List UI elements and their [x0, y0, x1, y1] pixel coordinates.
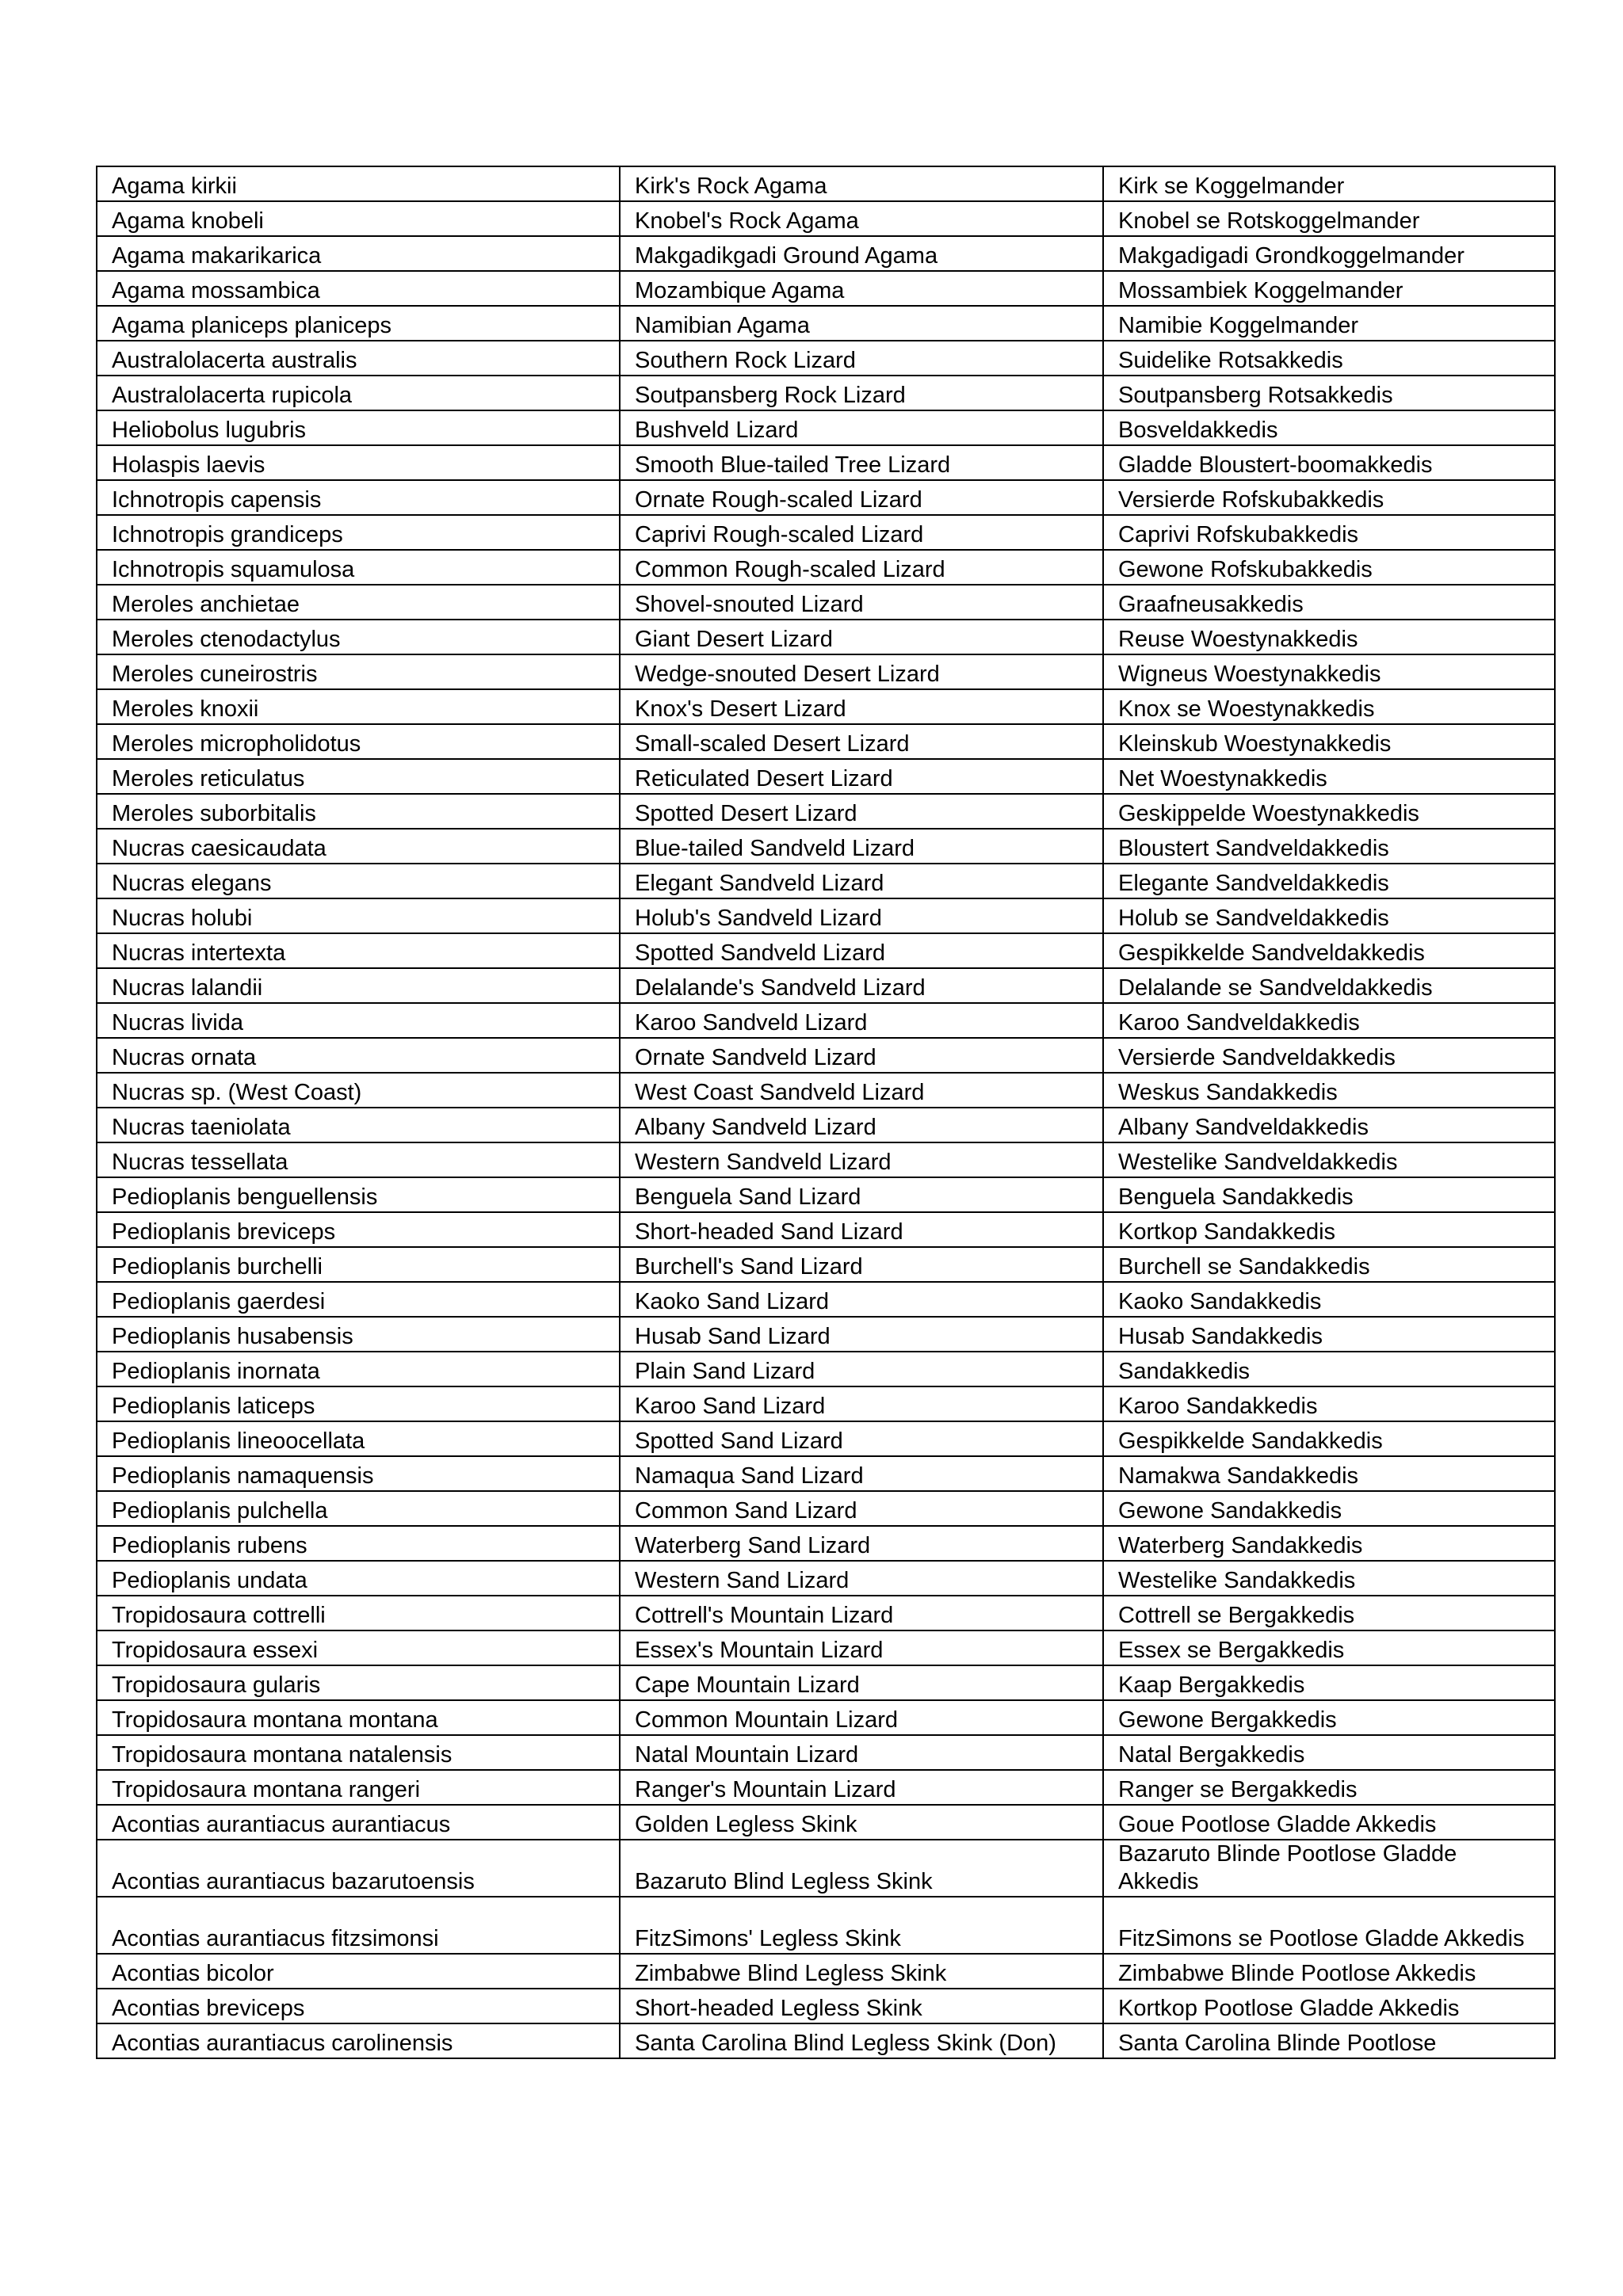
afrikaans-name-cell: Kortkop Sandakkedis — [1103, 1212, 1555, 1247]
scientific-name-cell: Tropidosaura cottrelli — [97, 1596, 620, 1630]
scientific-name-cell: Nucras sp. (West Coast) — [97, 1073, 620, 1108]
english-name-cell: Bushveld Lizard — [620, 410, 1103, 445]
scientific-name-cell: Tropidosaura montana natalensis — [97, 1735, 620, 1770]
scientific-name-cell: Meroles anchietae — [97, 585, 620, 620]
english-name-cell: Ranger's Mountain Lizard — [620, 1770, 1103, 1805]
table-row — [97, 1954, 1555, 1989]
table-row — [97, 654, 1555, 689]
english-name-cell: Kaoko Sand Lizard — [620, 1282, 1103, 1317]
scientific-name-cell: Meroles knoxii — [97, 689, 620, 724]
english-name-cell: Short-headed Sand Lizard — [620, 1212, 1103, 1247]
table-row — [97, 1317, 1555, 1352]
english-name-cell: Cape Mountain Lizard — [620, 1665, 1103, 1700]
afrikaans-name-cell: Geskippelde Woestynakkedis — [1103, 794, 1555, 829]
scientific-name-cell: Pedioplanis rubens — [97, 1526, 620, 1561]
table-row — [97, 166, 1555, 201]
english-name-cell: West Coast Sandveld Lizard — [620, 1073, 1103, 1108]
afrikaans-name-cell: Versierde Rofskubakkedis — [1103, 480, 1555, 515]
table-body — [97, 166, 1555, 2058]
table-row — [97, 1491, 1555, 1526]
scientific-name-cell: Pedioplanis undata — [97, 1561, 620, 1596]
scientific-name-cell: Pedioplanis pulchella — [97, 1491, 620, 1526]
table-row — [97, 1897, 1555, 1954]
english-name-cell: Western Sand Lizard — [620, 1561, 1103, 1596]
table-row — [97, 1665, 1555, 1700]
table-row — [97, 1735, 1555, 1770]
afrikaans-name-cell: Bloustert Sandveldakkedis — [1103, 829, 1555, 864]
english-name-cell: Western Sandveld Lizard — [620, 1142, 1103, 1177]
table-row — [97, 515, 1555, 550]
table-row — [97, 550, 1555, 585]
english-name-cell: Common Rough-scaled Lizard — [620, 550, 1103, 585]
species-name-table — [96, 166, 1554, 2059]
english-name-cell: Elegant Sandveld Lizard — [620, 864, 1103, 898]
english-name-cell: Karoo Sand Lizard — [620, 1386, 1103, 1421]
afrikaans-name-cell: Caprivi Rofskubakkedis — [1103, 515, 1555, 550]
english-name-cell: Bazaruto Blind Legless Skink — [620, 1840, 1103, 1897]
scientific-name-cell: Tropidosaura montana rangeri — [97, 1770, 620, 1805]
scientific-name-cell: Nucras caesicaudata — [97, 829, 620, 864]
table-row — [97, 829, 1555, 864]
scientific-name-cell: Australolacerta australis — [97, 341, 620, 376]
afrikaans-name-cell: Delalande se Sandveldakkedis — [1103, 968, 1555, 1003]
english-name-cell: Karoo Sandveld Lizard — [620, 1003, 1103, 1038]
afrikaans-name-cell: Wigneus Woestynakkedis — [1103, 654, 1555, 689]
table-row — [97, 1421, 1555, 1456]
table-row — [97, 1561, 1555, 1596]
afrikaans-name-cell: Gewone Rofskubakkedis — [1103, 550, 1555, 585]
afrikaans-name-cell: Gewone Sandakkedis — [1103, 1491, 1555, 1526]
english-name-cell: Smooth Blue-tailed Tree Lizard — [620, 445, 1103, 480]
scientific-name-cell: Nucras lalandii — [97, 968, 620, 1003]
table-row — [97, 1630, 1555, 1665]
english-name-cell: Caprivi Rough-scaled Lizard — [620, 515, 1103, 550]
afrikaans-name-cell: Karoo Sandakkedis — [1103, 1386, 1555, 1421]
scientific-name-cell: Agama kirkii — [97, 166, 620, 201]
english-name-cell: Namibian Agama — [620, 306, 1103, 341]
table-row — [97, 376, 1555, 410]
english-name-cell: Short-headed Legless Skink — [620, 1989, 1103, 2023]
afrikaans-name-cell: Versierde Sandveldakkedis — [1103, 1038, 1555, 1073]
afrikaans-name-cell: Westelike Sandveldakkedis — [1103, 1142, 1555, 1177]
table-row — [97, 585, 1555, 620]
scientific-name-cell: Tropidosaura gularis — [97, 1665, 620, 1700]
afrikaans-name-cell: Kaoko Sandakkedis — [1103, 1282, 1555, 1317]
scientific-name-cell: Acontias aurantiacus carolinensis — [97, 2023, 620, 2058]
table-row — [97, 1805, 1555, 1840]
english-name-cell: FitzSimons' Legless Skink — [620, 1897, 1103, 1954]
table-row — [97, 1282, 1555, 1317]
afrikaans-name-cell: Albany Sandveldakkedis — [1103, 1108, 1555, 1142]
scientific-name-cell: Ichnotropis squamulosa — [97, 550, 620, 585]
table-row — [97, 1596, 1555, 1630]
scientific-name-cell: Pedioplanis laticeps — [97, 1386, 620, 1421]
table-row — [97, 1003, 1555, 1038]
species-table — [96, 166, 1556, 2059]
english-name-cell: Benguela Sand Lizard — [620, 1177, 1103, 1212]
afrikaans-name-cell: Makgadigadi Grondkoggelmander — [1103, 236, 1555, 271]
table-row — [97, 1212, 1555, 1247]
english-name-cell: Husab Sand Lizard — [620, 1317, 1103, 1352]
table-row — [97, 1526, 1555, 1561]
afrikaans-name-cell: FitzSimons se Pootlose Gladde Akkedis — [1103, 1897, 1555, 1954]
scientific-name-cell: Meroles micropholidotus — [97, 724, 620, 759]
english-name-cell: Spotted Sandveld Lizard — [620, 933, 1103, 968]
scientific-name-cell: Acontias breviceps — [97, 1989, 620, 2023]
english-name-cell: Makgadikgadi Ground Agama — [620, 236, 1103, 271]
table-row — [97, 1073, 1555, 1108]
table-row — [97, 759, 1555, 794]
english-name-cell: Knobel's Rock Agama — [620, 201, 1103, 236]
table-row — [97, 1456, 1555, 1491]
english-name-cell: Wedge-snouted Desert Lizard — [620, 654, 1103, 689]
table-row — [97, 1840, 1555, 1897]
table-row — [97, 306, 1555, 341]
afrikaans-name-cell: Namibie Koggelmander — [1103, 306, 1555, 341]
afrikaans-name-cell: Gespikkelde Sandakkedis — [1103, 1421, 1555, 1456]
english-name-cell: Reticulated Desert Lizard — [620, 759, 1103, 794]
table-row — [97, 445, 1555, 480]
table-row — [97, 1177, 1555, 1212]
afrikaans-name-cell: Suidelike Rotsakkedis — [1103, 341, 1555, 376]
english-name-cell: Soutpansberg Rock Lizard — [620, 376, 1103, 410]
scientific-name-cell: Ichnotropis grandiceps — [97, 515, 620, 550]
english-name-cell: Common Sand Lizard — [620, 1491, 1103, 1526]
afrikaans-name-cell: Kirk se Koggelmander — [1103, 166, 1555, 201]
afrikaans-name-cell: Reuse Woestynakkedis — [1103, 620, 1555, 654]
scientific-name-cell: Pedioplanis husabensis — [97, 1317, 620, 1352]
english-name-cell: Waterberg Sand Lizard — [620, 1526, 1103, 1561]
scientific-name-cell: Acontias aurantiacus aurantiacus — [97, 1805, 620, 1840]
english-name-cell: Burchell's Sand Lizard — [620, 1247, 1103, 1282]
table-row — [97, 968, 1555, 1003]
scientific-name-cell: Pedioplanis benguellensis — [97, 1177, 620, 1212]
table-row — [97, 1386, 1555, 1421]
afrikaans-name-cell: Net Woestynakkedis — [1103, 759, 1555, 794]
table-row — [97, 410, 1555, 445]
table-row — [97, 689, 1555, 724]
table-row — [97, 236, 1555, 271]
afrikaans-name-cell: Kortkop Pootlose Gladde Akkedis — [1103, 1989, 1555, 2023]
afrikaans-name-cell: Gewone Bergakkedis — [1103, 1700, 1555, 1735]
afrikaans-name-cell: Namakwa Sandakkedis — [1103, 1456, 1555, 1491]
afrikaans-name-cell: Gespikkelde Sandveldakkedis — [1103, 933, 1555, 968]
table-row — [97, 201, 1555, 236]
afrikaans-name-cell: Waterberg Sandakkedis — [1103, 1526, 1555, 1561]
table-row — [97, 2023, 1555, 2058]
afrikaans-name-cell: Karoo Sandveldakkedis — [1103, 1003, 1555, 1038]
english-name-cell: Common Mountain Lizard — [620, 1700, 1103, 1735]
table-row — [97, 341, 1555, 376]
scientific-name-cell: Meroles ctenodactylus — [97, 620, 620, 654]
scientific-name-cell: Tropidosaura essexi — [97, 1630, 620, 1665]
scientific-name-cell: Meroles cuneirostris — [97, 654, 620, 689]
afrikaans-name-cell: Gladde Bloustert-boomakkedis — [1103, 445, 1555, 480]
scientific-name-cell: Pedioplanis gaerdesi — [97, 1282, 620, 1317]
afrikaans-name-cell: Bosveldakkedis — [1103, 410, 1555, 445]
english-name-cell: Golden Legless Skink — [620, 1805, 1103, 1840]
english-name-cell: Blue-tailed Sandveld Lizard — [620, 829, 1103, 864]
table-row — [97, 1989, 1555, 2023]
scientific-name-cell: Pedioplanis burchelli — [97, 1247, 620, 1282]
scientific-name-cell: Nucras intertexta — [97, 933, 620, 968]
scientific-name-cell: Heliobolus lugubris — [97, 410, 620, 445]
english-name-cell: Plain Sand Lizard — [620, 1352, 1103, 1386]
afrikaans-name-cell: Knobel se Rotskoggelmander — [1103, 201, 1555, 236]
table-row — [97, 794, 1555, 829]
english-name-cell: Southern Rock Lizard — [620, 341, 1103, 376]
scientific-name-cell: Acontias aurantiacus fitzsimonsi — [97, 1897, 620, 1954]
english-name-cell: Shovel-snouted Lizard — [620, 585, 1103, 620]
scientific-name-cell: Meroles suborbitalis — [97, 794, 620, 829]
afrikaans-name-cell: Kleinskub Woestynakkedis — [1103, 724, 1555, 759]
afrikaans-name-cell: Burchell se Sandakkedis — [1103, 1247, 1555, 1282]
table-row — [97, 480, 1555, 515]
table-row — [97, 933, 1555, 968]
english-name-cell: Knox's Desert Lizard — [620, 689, 1103, 724]
english-name-cell: Albany Sandveld Lizard — [620, 1108, 1103, 1142]
table-row — [97, 724, 1555, 759]
english-name-cell: Spotted Desert Lizard — [620, 794, 1103, 829]
afrikaans-name-cell: Soutpansberg Rotsakkedis — [1103, 376, 1555, 410]
scientific-name-cell: Agama makarikarica — [97, 236, 620, 271]
table-row — [97, 1352, 1555, 1386]
table-row — [97, 271, 1555, 306]
scientific-name-cell: Nucras elegans — [97, 864, 620, 898]
scientific-name-cell: Nucras livida — [97, 1003, 620, 1038]
english-name-cell: Spotted Sand Lizard — [620, 1421, 1103, 1456]
afrikaans-name-cell: Graafneusakkedis — [1103, 585, 1555, 620]
scientific-name-cell: Tropidosaura montana montana — [97, 1700, 620, 1735]
english-name-cell: Ornate Sandveld Lizard — [620, 1038, 1103, 1073]
english-name-cell: Delalande's Sandveld Lizard — [620, 968, 1103, 1003]
scientific-name-cell: Acontias bicolor — [97, 1954, 620, 1989]
english-name-cell: Giant Desert Lizard — [620, 620, 1103, 654]
afrikaans-name-cell: Sandakkedis — [1103, 1352, 1555, 1386]
scientific-name-cell: Australolacerta rupicola — [97, 376, 620, 410]
afrikaans-name-cell: Weskus Sandakkedis — [1103, 1073, 1555, 1108]
scientific-name-cell: Ichnotropis capensis — [97, 480, 620, 515]
scientific-name-cell: Agama planiceps planiceps — [97, 306, 620, 341]
english-name-cell: Ornate Rough-scaled Lizard — [620, 480, 1103, 515]
afrikaans-name-cell: Elegante Sandveldakkedis — [1103, 864, 1555, 898]
afrikaans-name-cell: Ranger se Bergakkedis — [1103, 1770, 1555, 1805]
english-name-cell: Mozambique Agama — [620, 271, 1103, 306]
afrikaans-name-cell: Mossambiek Koggelmander — [1103, 271, 1555, 306]
scientific-name-cell: Pedioplanis lineoocellata — [97, 1421, 620, 1456]
english-name-cell: Natal Mountain Lizard — [620, 1735, 1103, 1770]
scientific-name-cell: Agama knobeli — [97, 201, 620, 236]
table-row — [97, 1700, 1555, 1735]
english-name-cell: Santa Carolina Blind Legless Skink (Don) — [620, 2023, 1103, 2058]
scientific-name-cell: Holaspis laevis — [97, 445, 620, 480]
scientific-name-cell: Agama mossambica — [97, 271, 620, 306]
scientific-name-cell: Nucras ornata — [97, 1038, 620, 1073]
scientific-name-cell: Nucras holubi — [97, 898, 620, 933]
scientific-name-cell: Nucras taeniolata — [97, 1108, 620, 1142]
afrikaans-name-cell: Santa Carolina Blinde Pootlose — [1103, 2023, 1555, 2058]
english-name-cell: Kirk's Rock Agama — [620, 166, 1103, 201]
scientific-name-cell: Acontias aurantiacus bazarutoensis — [97, 1840, 620, 1897]
table-row — [97, 1108, 1555, 1142]
afrikaans-name-cell: Westelike Sandakkedis — [1103, 1561, 1555, 1596]
english-name-cell: Small-scaled Desert Lizard — [620, 724, 1103, 759]
table-row — [97, 1770, 1555, 1805]
afrikaans-name-cell: Essex se Bergakkedis — [1103, 1630, 1555, 1665]
scientific-name-cell: Pedioplanis inornata — [97, 1352, 620, 1386]
english-name-cell: Holub's Sandveld Lizard — [620, 898, 1103, 933]
afrikaans-name-cell: Natal Bergakkedis — [1103, 1735, 1555, 1770]
scientific-name-cell: Pedioplanis breviceps — [97, 1212, 620, 1247]
table-row — [97, 620, 1555, 654]
scientific-name-cell: Pedioplanis namaquensis — [97, 1456, 620, 1491]
afrikaans-name-cell: Husab Sandakkedis — [1103, 1317, 1555, 1352]
table-row — [97, 1247, 1555, 1282]
english-name-cell: Cottrell's Mountain Lizard — [620, 1596, 1103, 1630]
afrikaans-name-cell: Kaap Bergakkedis — [1103, 1665, 1555, 1700]
afrikaans-name-cell: Bazaruto Blinde Pootlose Gladde Akkedis — [1103, 1840, 1555, 1897]
afrikaans-name-cell: Goue Pootlose Gladde Akkedis — [1103, 1805, 1555, 1840]
table-row — [97, 864, 1555, 898]
scientific-name-cell: Nucras tessellata — [97, 1142, 620, 1177]
afrikaans-name-cell: Holub se Sandveldakkedis — [1103, 898, 1555, 933]
english-name-cell: Namaqua Sand Lizard — [620, 1456, 1103, 1491]
english-name-cell: Zimbabwe Blind Legless Skink — [620, 1954, 1103, 1989]
table-row — [97, 1038, 1555, 1073]
afrikaans-name-cell: Benguela Sandakkedis — [1103, 1177, 1555, 1212]
table-row — [97, 1142, 1555, 1177]
table-row — [97, 898, 1555, 933]
afrikaans-name-cell: Knox se Woestynakkedis — [1103, 689, 1555, 724]
afrikaans-name-cell: Zimbabwe Blinde Pootlose Akkedis — [1103, 1954, 1555, 1989]
afrikaans-name-cell: Cottrell se Bergakkedis — [1103, 1596, 1555, 1630]
scientific-name-cell: Meroles reticulatus — [97, 759, 620, 794]
english-name-cell: Essex's Mountain Lizard — [620, 1630, 1103, 1665]
